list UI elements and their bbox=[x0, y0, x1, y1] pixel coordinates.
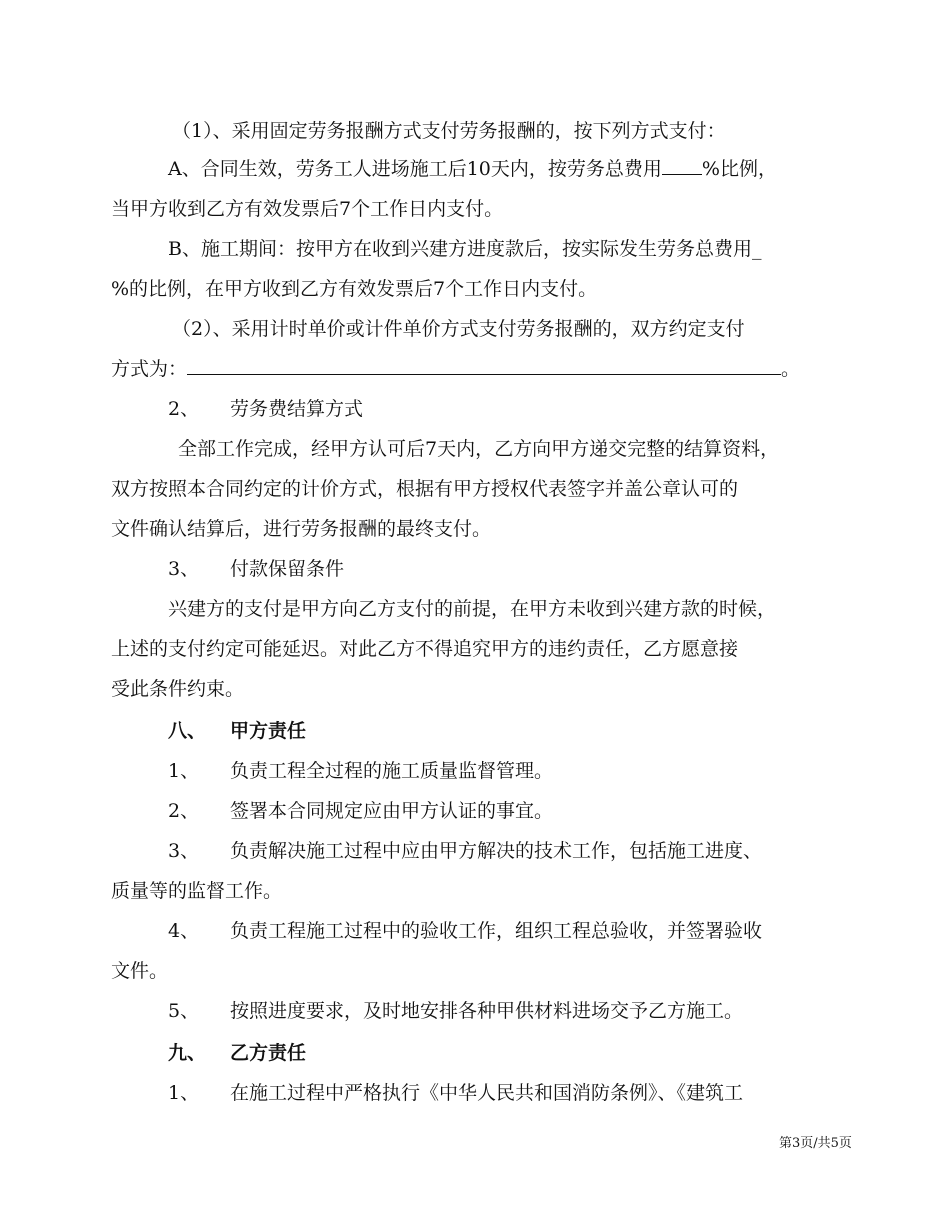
paragraph: 上述的支付约定可能延迟。对此乙方不得追究甲方的违约责任，乙方愿意接 bbox=[111, 638, 739, 660]
section-title: 付款保留条件 bbox=[230, 558, 345, 580]
text: B、施工期间：按甲方在收到兴建方进度款后，按实际发生劳务总费用 bbox=[168, 238, 752, 260]
text: _ bbox=[751, 238, 762, 260]
item-number: 1、 bbox=[168, 1082, 200, 1104]
section-heading bbox=[168, 556, 344, 582]
text: 方式为： bbox=[111, 358, 188, 380]
paragraph bbox=[111, 356, 800, 382]
fill-blank bbox=[187, 356, 781, 375]
item-text: 负责工程全过程的施工质量监督管理。 bbox=[230, 760, 554, 782]
page-number: 第3页/共5页 bbox=[779, 1136, 852, 1151]
chapter-number: 八、 bbox=[168, 720, 207, 742]
chapter-heading bbox=[168, 718, 306, 744]
section-heading bbox=[168, 396, 363, 422]
item-text: 签署本合同规定应由甲方认证的事宜。 bbox=[230, 800, 554, 822]
paragraph: 全部工作完成，经甲方认可后7天内，乙方向甲方递交完整的结算资料， bbox=[178, 438, 780, 460]
list-item bbox=[168, 798, 553, 824]
section-title: 劳务费结算方式 bbox=[230, 398, 364, 420]
list-item-continuation: 质量等的监督工作。 bbox=[111, 880, 283, 902]
list-item bbox=[168, 1080, 743, 1106]
item-number: 1、 bbox=[168, 760, 200, 782]
list-item bbox=[168, 998, 743, 1024]
chapter-title: 甲方责任 bbox=[230, 720, 307, 742]
paragraph: （1）、采用固定劳务报酬方式支付劳务报酬的，按下列方式支付： bbox=[172, 120, 726, 142]
fill-blank bbox=[662, 156, 702, 175]
paragraph: 受此条件约束。 bbox=[111, 678, 245, 700]
list-item bbox=[168, 758, 553, 784]
item-number: 3、 bbox=[168, 840, 200, 862]
paragraph: 当甲方收到乙方有效发票后7个工作日内支付。 bbox=[111, 198, 504, 220]
list-item bbox=[168, 838, 762, 864]
text: 。 bbox=[781, 358, 801, 380]
item-number: 4、 bbox=[168, 920, 200, 942]
paragraph bbox=[168, 236, 761, 262]
item-text: 按照进度要求，及时地安排各种甲供材料进场交予乙方施工。 bbox=[230, 1000, 744, 1022]
list-item bbox=[168, 918, 762, 944]
list-item-continuation: 文件。 bbox=[111, 960, 169, 982]
chapter-number: 九、 bbox=[168, 1042, 207, 1064]
chapter-title: 乙方责任 bbox=[230, 1042, 307, 1064]
paragraph: 双方按照本合同约定的计价方式，根据有甲方授权代表签字并盖公章认可的 bbox=[111, 478, 739, 500]
section-number: 2、 bbox=[168, 398, 200, 420]
chapter-heading bbox=[168, 1040, 306, 1066]
text: %比例， bbox=[701, 158, 777, 180]
paragraph: 文件确认结算后，进行劳务报酬的最终支付。 bbox=[111, 518, 492, 540]
paragraph: （2）、采用计时单价或计件单价方式支付劳务报酬的，双方约定支付 bbox=[172, 318, 745, 340]
item-number: 2、 bbox=[168, 800, 200, 822]
paragraph: 兴建方的支付是甲方向乙方支付的前提，在甲方未收到兴建方款的时候， bbox=[168, 598, 777, 620]
paragraph bbox=[168, 156, 777, 182]
item-text: 负责工程施工过程中的验收工作，组织工程总验收，并签署验收 bbox=[230, 920, 763, 942]
section-number: 3、 bbox=[168, 558, 200, 580]
item-text: 负责解决施工过程中应由甲方解决的技术工作，包括施工进度、 bbox=[230, 840, 763, 862]
item-number: 5、 bbox=[168, 1000, 200, 1022]
text: A、合同生效，劳务工人进场施工后10天内，按劳务总费用 bbox=[168, 158, 662, 180]
item-text: 在施工过程中严格执行《中华人民共和国消防条例》、《建筑工 bbox=[230, 1082, 744, 1104]
paragraph: %的比例，在甲方收到乙方有效发票后7个工作日内支付。 bbox=[111, 278, 598, 300]
